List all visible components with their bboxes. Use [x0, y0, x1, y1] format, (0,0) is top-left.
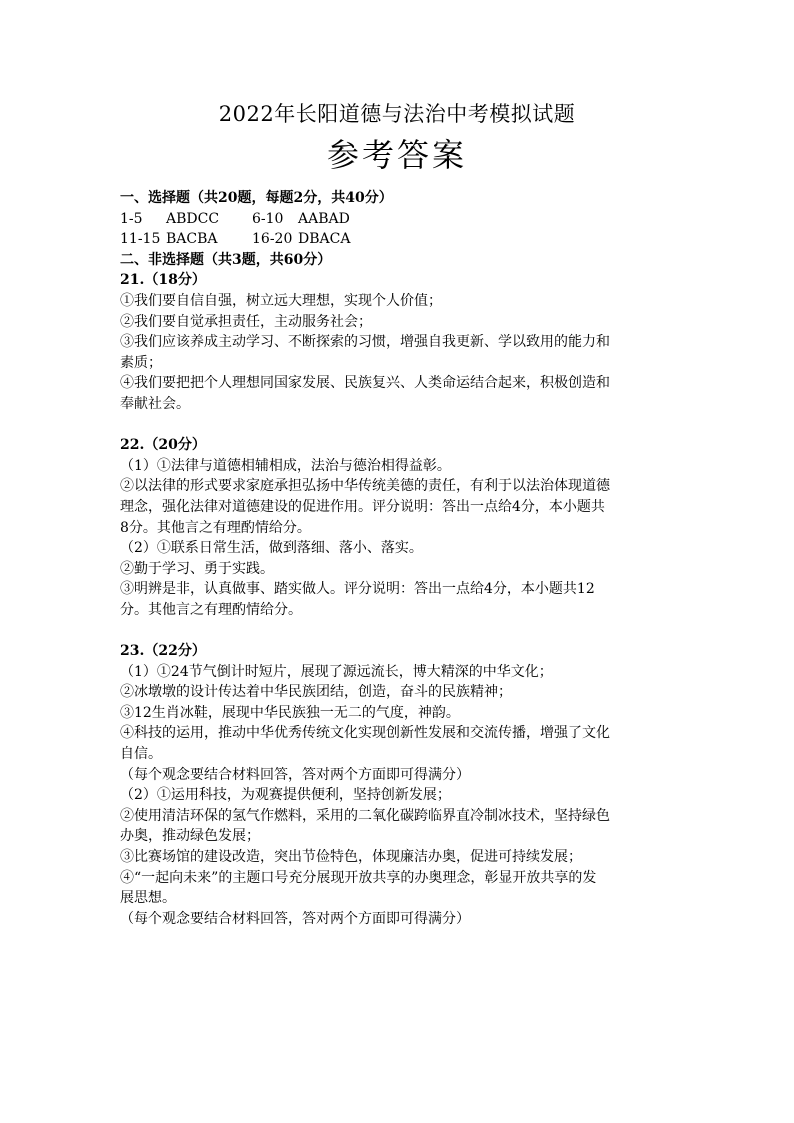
q21-line: 奉献社会。: [120, 395, 190, 412]
q21-heading: 21.（18分）: [120, 272, 206, 289]
q23-line: （2）①运用科技，为观赛提供便利，坚持创新发展；: [120, 787, 451, 804]
q22-line: 理念，强化法律对道德建设的促进作用。评分说明：答出一点给4分，本小题共: [120, 498, 605, 515]
q23-line: ③比赛场馆的建设改造，突出节俭特色，体现廉洁办奥，促进可持续发展；: [120, 849, 582, 865]
q22-line: （2）①联系日常生活，做到落细、落小、落实。: [120, 540, 423, 557]
q22-line: ③明辨是非，认真做事、踏实做人。评分说明：答出一点给4分，本小题共12: [120, 581, 595, 598]
q23-line: ②冰墩墩的设计传达着中华民族团结，创造，奋斗的民族精神；: [120, 684, 512, 701]
spacer: [120, 620, 680, 641]
mc-answer-row: [120, 229, 680, 250]
q23-line: 自信。: [120, 746, 162, 763]
q21-line: ④我们要把把个人理想同国家发展、民族复兴、人类命运结合起来，积极创造和: [120, 375, 610, 392]
mc-answer-row: [120, 209, 680, 230]
mc-answers: AABAD: [298, 210, 350, 227]
q22-line: 8分。其他言之有理酌情给分。: [120, 519, 311, 536]
section1-heading: 一、选择题（共20题，每题2分，共40分）: [120, 190, 393, 206]
q22-heading: 22.（20分）: [120, 437, 206, 454]
q21-line: ①我们要自信自强，树立远大理想，实现个人价值；: [120, 292, 442, 309]
q22-line: ②以法律的形式要求家庭承担弘扬中华传统美德的责任，有利于以法治体现道德: [120, 478, 610, 495]
q23-line: 展思想。: [120, 890, 176, 907]
mc-answers: DBACA: [298, 231, 351, 248]
document-subtitle: 参考答案: [326, 136, 467, 174]
mc-answers: ABDCC: [166, 210, 220, 227]
q23-line: ④科技的运用，推动中华优秀传统文化实现创新性发展和交流传播，增强了文化: [120, 725, 610, 742]
q21-line: 素质；: [120, 354, 162, 371]
q21-line: ③我们应该养成主动学习、不断探索的习惯，增强自我更新、学以致用的能力和: [120, 334, 610, 351]
q23-line: ④“一起向未来”的主题口号充分展现开放共享的办奥理念，彰显开放共享的发: [120, 869, 597, 886]
q22-line: ②勤于学习、勇于实践。: [120, 560, 274, 577]
mc-range: 16-20: [252, 231, 293, 248]
q23-heading: 23.（22分）: [120, 643, 206, 660]
answer-content: [120, 188, 680, 929]
q22-line: （1）①法律与道德相辅相成，法治与德治相得益彰。: [120, 457, 451, 474]
mc-range: 11-15: [120, 231, 161, 248]
q23-line: ②使用清洁环保的氢气作燃料，采用的二氧化碳跨临界直冷制冰技术，坚持绿色: [120, 807, 610, 824]
mc-answers: BACBA: [166, 231, 218, 248]
mc-range: 1-5: [120, 210, 143, 227]
mc-range: 6-10: [252, 210, 284, 227]
spacer: [120, 415, 680, 436]
q23-line: （每个观念要结合材料回答，答对两个方面即可得满分）: [120, 766, 470, 783]
document-title: 2022年长阳道德与法治中考模拟试题: [218, 102, 576, 126]
q22-line: 分。其他言之有理酌情给分。: [120, 601, 302, 618]
section2-heading: 二、非选择题（共3题，共60分）: [120, 251, 332, 268]
q23-line: （每个观念要结合材料回答，答对两个方面即可得满分）: [120, 910, 470, 927]
q23-line: （1）①24节气倒计时短片，展现了源远流长，博大精深的中华文化；: [120, 663, 553, 680]
q23-line: 办奥，推动绿色发展；: [120, 828, 260, 845]
q23-line: ③12生肖冰鞋，展现中华民族独一无二的气度，神韵。: [120, 704, 460, 721]
q21-line: ②我们要自觉承担责任，主动服务社会；: [120, 313, 372, 330]
